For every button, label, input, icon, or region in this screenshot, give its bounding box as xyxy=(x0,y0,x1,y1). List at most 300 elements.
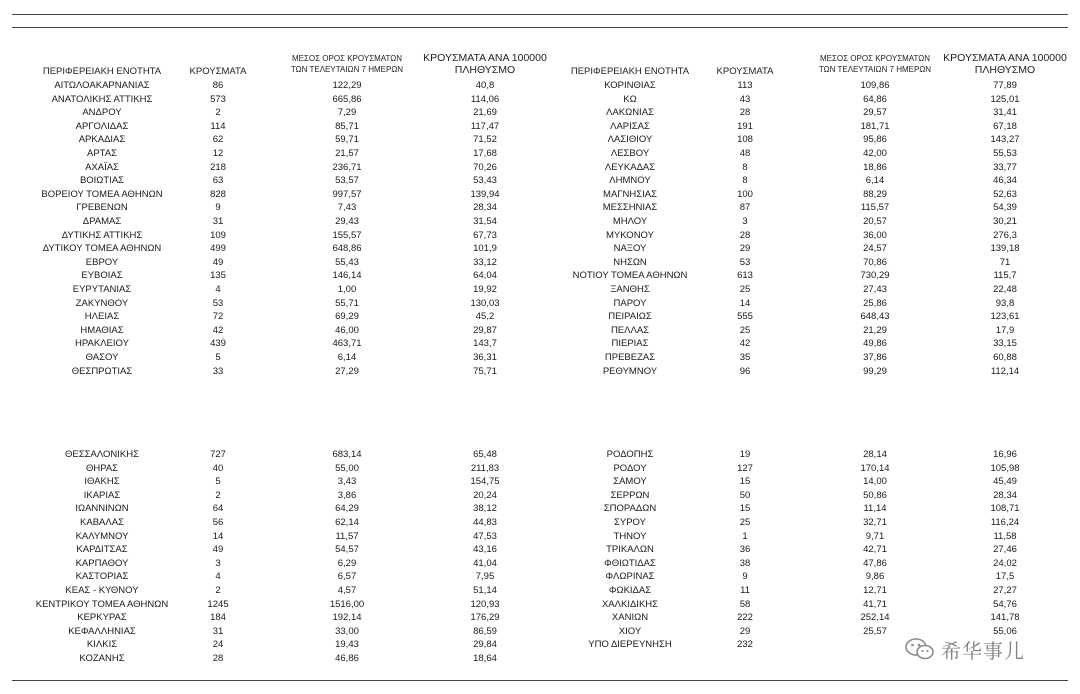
right-avg-7d-cell: 99,29 xyxy=(863,365,887,377)
left-avg-7d-cell: 85,71 xyxy=(335,120,359,132)
left-per-100k-cell: 51,14 xyxy=(473,585,497,596)
right-cases-cell: 19 xyxy=(739,449,751,460)
right-cases-cell: 1 xyxy=(742,530,748,542)
right-region-cell: ΡΕΘΥΜΝΟΥ xyxy=(602,365,658,377)
left-avg-7d-cell: 122,29 xyxy=(332,80,362,91)
left-per-100k-cell: 29,84 xyxy=(473,639,497,651)
right-cases-cell: 42 xyxy=(739,338,751,350)
table-row xyxy=(0,324,1080,338)
right-avg-7d-cell: 115,57 xyxy=(860,202,890,214)
left-avg-7d-cell: 62,14 xyxy=(335,517,359,528)
left-avg-7d-cell: 55,71 xyxy=(335,297,359,309)
right-avg-7d-cell: 25,57 xyxy=(863,625,887,637)
header-avg-right-line1: ΜΕΣΟΣ ΟΡΟΣ ΚΡΟΥΣΜΑΤΩΝ xyxy=(819,54,931,63)
left-avg-7d-cell: 648,86 xyxy=(332,243,362,255)
right-avg-7d-cell: 88,29 xyxy=(863,188,887,200)
right-avg-7d-cell: 28,14 xyxy=(863,449,887,460)
left-region-cell: ΑΡΓΟΛΙΔΑΣ xyxy=(75,120,129,132)
left-avg-7d-cell: 3,86 xyxy=(337,489,357,501)
right-region-cell: ΜΗΛΟΥ xyxy=(612,216,648,227)
right-per-100k-cell: 24,02 xyxy=(993,557,1017,569)
left-cases-cell: 499 xyxy=(210,243,226,255)
right-region-cell: ΡΟΔΟΠΗΣ xyxy=(606,449,654,460)
left-cases-cell: 1245 xyxy=(207,598,229,610)
left-cases-cell: 12 xyxy=(212,148,224,159)
left-avg-7d-cell: 54,57 xyxy=(335,544,359,556)
watermark-text: 希华事儿 xyxy=(941,638,1025,663)
left-region-cell: ΗΡΑΚΛΕΙΟΥ xyxy=(75,338,129,350)
left-cases-cell: 2 xyxy=(215,585,221,596)
left-cases-cell: 56 xyxy=(212,517,224,528)
right-region-cell: ΛΕΥΚΑΔΑΣ xyxy=(604,161,656,173)
left-avg-7d-cell: 192,14 xyxy=(332,612,362,624)
left-region-cell: ΙΘΑΚΗΣ xyxy=(84,476,120,488)
left-region-cell: ΔΡΑΜΑΣ xyxy=(82,216,122,227)
right-cases-cell: 9 xyxy=(742,571,748,583)
table-row xyxy=(0,337,1080,351)
right-cases-cell: 35 xyxy=(739,352,751,363)
left-region-cell: ΚΕΑΣ - ΚΥΘΝΟΥ xyxy=(65,585,139,596)
left-avg-7d-cell: 7,43 xyxy=(337,202,357,214)
right-avg-7d-cell: 252,14 xyxy=(860,612,890,624)
left-per-100k-cell: 65,48 xyxy=(473,449,497,460)
right-cases-cell: 232 xyxy=(737,639,753,651)
left-avg-7d-cell: 19,43 xyxy=(335,639,359,651)
left-cases-cell: 31 xyxy=(212,625,224,637)
left-per-100k-cell: 53,43 xyxy=(473,175,497,187)
right-per-100k-cell: 27,27 xyxy=(993,585,1017,596)
left-cases-cell: 62 xyxy=(212,134,224,146)
top-rule-2 xyxy=(12,27,1068,28)
left-region-cell: ΑΡΚΑΔΙΑΣ xyxy=(78,134,126,146)
right-avg-7d-cell: 42,71 xyxy=(863,544,887,556)
right-per-100k-cell: 276,3 xyxy=(993,229,1017,241)
left-region-cell: ΓΡΕΒΕΝΩΝ xyxy=(76,202,128,214)
right-avg-7d-cell: 64,86 xyxy=(863,93,887,105)
table-row xyxy=(0,106,1080,120)
left-avg-7d-cell: 33,00 xyxy=(335,625,359,637)
right-per-100k-cell: 52,63 xyxy=(993,188,1017,200)
header-region-right: ΠΕΡΙΦΕΡΕΙΑΚΗ ΕΝΟΤΗΤΑ xyxy=(570,66,690,77)
right-region-cell: ΦΛΩΡΙΝΑΣ xyxy=(605,571,655,583)
left-per-100k-cell: 47,53 xyxy=(473,530,497,542)
left-avg-7d-cell: 69,29 xyxy=(335,311,359,323)
left-avg-7d-cell: 463,71 xyxy=(332,338,362,350)
header-avg-line2: ΤΩΝ ΤΕΛΕΥΤΑΙΩΝ 7 ΗΜΕΡΩΝ xyxy=(290,65,404,74)
left-per-100k-cell: 120,93 xyxy=(470,598,500,610)
left-cases-cell: 49 xyxy=(212,256,224,268)
left-per-100k-cell: 67,73 xyxy=(473,229,497,241)
right-avg-7d-cell: 50,86 xyxy=(863,489,887,501)
right-cases-cell: 29 xyxy=(739,625,751,637)
right-per-100k-cell: 93,8 xyxy=(995,297,1015,309)
right-avg-7d-cell: 47,86 xyxy=(863,557,887,569)
wechat-icon xyxy=(905,637,935,661)
right-avg-7d-cell: 12,71 xyxy=(863,585,887,596)
left-avg-7d-cell: 46,00 xyxy=(335,324,359,336)
right-per-100k-cell: 31,41 xyxy=(993,107,1017,119)
left-cases-cell: 4 xyxy=(215,284,221,295)
left-cases-cell: 53 xyxy=(212,297,224,309)
right-cases-cell: 11 xyxy=(740,585,750,596)
left-avg-7d-cell: 21,57 xyxy=(335,148,359,159)
table-row xyxy=(0,93,1080,107)
right-cases-cell: 29 xyxy=(739,243,751,255)
left-region-cell: ΑΝΑΤΟΛΙΚΗΣ ΑΤΤΙΚΗΣ xyxy=(51,93,153,105)
right-avg-7d-cell: 11,14 xyxy=(863,503,887,515)
left-cases-cell: 28 xyxy=(212,653,224,664)
header-cases: ΚΡΟΥΣΜΑΤΑ xyxy=(189,66,247,77)
right-per-100k-cell: 17,5 xyxy=(995,571,1015,583)
left-cases-cell: 135 xyxy=(210,270,226,282)
left-region-cell: ΑΡΤΑΣ xyxy=(87,148,117,159)
left-per-100k-cell: 21,69 xyxy=(473,107,497,119)
table-row xyxy=(0,120,1080,134)
left-cases-cell: 5 xyxy=(215,476,221,488)
left-per-100k-cell: 20,24 xyxy=(473,489,497,501)
right-per-100k-cell: 55,06 xyxy=(993,625,1017,637)
right-region-cell: ΣΑΜΟΥ xyxy=(613,476,647,488)
left-region-cell: ΚΕΝΤΡΙΚΟΥ ΤΟΜΕΑ ΑΘΗΝΩΝ xyxy=(35,598,169,610)
left-avg-7d-cell: 53,57 xyxy=(335,175,359,187)
header-region: ΠΕΡΙΦΕΡΕΙΑΚΗ ΕΝΟΤΗΤΑ xyxy=(42,66,162,77)
header-per-line2: ΠΛΗΘΥΣΜΟ xyxy=(454,64,516,76)
right-per-100k-cell: 28,34 xyxy=(993,489,1017,501)
right-cases-cell: 48 xyxy=(739,148,751,159)
header-cases-right: ΚΡΟΥΣΜΑΤΑ xyxy=(716,66,774,77)
right-avg-7d-cell: 18,86 xyxy=(863,161,887,173)
right-per-100k-cell: 46,34 xyxy=(993,175,1017,187)
right-region-cell: ΠΕΛΛΑΣ xyxy=(610,324,650,336)
right-per-100k-cell: 30,21 xyxy=(993,216,1017,227)
right-region-cell: ΛΗΜΝΟΥ xyxy=(609,175,651,187)
left-region-cell: ΚΕΦΑΛΛΗΝΙΑΣ xyxy=(68,625,136,637)
left-cases-cell: 3 xyxy=(215,557,221,569)
left-avg-7d-cell: 665,86 xyxy=(332,93,362,105)
left-region-cell: ΑΝΔΡΟΥ xyxy=(82,107,122,119)
left-region-cell: ΘΑΣΟΥ xyxy=(85,352,119,363)
left-avg-7d-cell: 6,57 xyxy=(337,571,357,583)
left-per-100k-cell: 7,95 xyxy=(475,571,495,583)
table-row xyxy=(0,570,1080,584)
right-per-100k-cell: 55,53 xyxy=(993,148,1017,159)
left-cases-cell: 439 xyxy=(210,338,226,350)
left-per-100k-cell: 101,9 xyxy=(473,243,497,255)
header-per-right-line2: ΠΛΗΘΥΣΜΟ xyxy=(974,64,1036,76)
left-per-100k-cell: 18,64 xyxy=(473,653,497,664)
table-row xyxy=(0,161,1080,175)
left-region-cell: ΚΑΡΔΙΤΣΑΣ xyxy=(76,544,128,556)
table-row xyxy=(0,516,1080,530)
table-row xyxy=(0,557,1080,571)
left-per-100k-cell: 41,04 xyxy=(473,557,497,569)
left-avg-7d-cell: 46,86 xyxy=(335,653,359,664)
left-cases-cell: 828 xyxy=(210,188,226,200)
left-region-cell: ΗΜΑΘΙΑΣ xyxy=(80,324,124,336)
right-per-100k-cell: 16,96 xyxy=(993,449,1017,460)
table-row xyxy=(0,502,1080,516)
left-per-100k-cell: 38,12 xyxy=(473,503,497,515)
right-cases-cell: 53 xyxy=(739,256,751,268)
left-region-cell: ΚΑΒΑΛΑΣ xyxy=(80,517,124,528)
right-per-100k-cell: 125,01 xyxy=(990,93,1020,105)
left-per-100k-cell: 154,75 xyxy=(470,476,500,488)
left-per-100k-cell: 117,47 xyxy=(470,120,500,132)
header-avg-line1: ΜΕΣΟΣ ΟΡΟΣ ΚΡΟΥΣΜΑΤΩΝ xyxy=(291,54,403,63)
right-cases-cell: 8 xyxy=(742,161,748,173)
right-avg-7d-cell: 37,86 xyxy=(863,352,887,363)
table-row xyxy=(0,256,1080,270)
right-region-cell: ΦΘΙΩΤΙΔΑΣ xyxy=(604,557,656,569)
right-cases-cell: 38 xyxy=(739,557,751,569)
right-avg-7d-cell: 9,71 xyxy=(865,530,885,542)
right-cases-cell: 50 xyxy=(739,489,751,501)
right-cases-cell: 25 xyxy=(739,517,751,528)
left-cases-cell: 2 xyxy=(215,489,221,501)
left-avg-7d-cell: 7,29 xyxy=(337,107,357,119)
left-per-100k-cell: 176,29 xyxy=(470,612,500,624)
left-region-cell: ΒΟΙΩΤΙΑΣ xyxy=(79,175,125,187)
table-row xyxy=(0,242,1080,256)
right-avg-7d-cell: 181,71 xyxy=(860,120,890,132)
right-per-100k-cell: 143,27 xyxy=(990,134,1020,146)
left-region-cell: ΑΧΑΪΑΣ xyxy=(85,161,119,173)
right-avg-7d-cell: 36,00 xyxy=(863,229,887,241)
right-region-cell: ΥΠΟ ΔΙΕΡΕΥΝΗΣΗ xyxy=(588,639,672,651)
right-cases-cell: 8 xyxy=(742,175,748,187)
left-cases-cell: 184 xyxy=(210,612,226,624)
left-cases-cell: 5 xyxy=(215,352,221,363)
left-region-cell: ΙΚΑΡΙΑΣ xyxy=(83,489,121,501)
left-per-100k-cell: 31,54 xyxy=(473,216,497,227)
left-region-cell: ΗΛΕΙΑΣ xyxy=(84,311,120,323)
left-cases-cell: 9 xyxy=(215,202,221,214)
table-row xyxy=(0,365,1080,379)
left-per-100k-cell: 130,03 xyxy=(470,297,500,309)
right-region-cell: ΠΑΡΟΥ xyxy=(613,297,647,309)
left-cases-cell: 42 xyxy=(212,324,224,336)
left-per-100k-cell: 44,83 xyxy=(473,517,497,528)
table-row xyxy=(0,215,1080,229)
left-per-100k-cell: 40,8 xyxy=(475,80,495,91)
right-cases-cell: 127 xyxy=(737,462,753,474)
right-region-cell: ΜΑΓΝΗΣΙΑΣ xyxy=(603,188,657,200)
left-per-100k-cell: 43,16 xyxy=(473,544,497,556)
right-region-cell: ΤΡΙΚΑΛΩΝ xyxy=(606,544,654,556)
left-region-cell: ΕΥΒΟΙΑΣ xyxy=(81,270,123,282)
table-row xyxy=(0,462,1080,476)
right-avg-7d-cell: 95,86 xyxy=(863,134,887,146)
left-cases-cell: 114 xyxy=(210,120,226,132)
right-region-cell: ΣΥΡΟΥ xyxy=(614,517,646,528)
left-per-100k-cell: 45,2 xyxy=(475,311,495,323)
right-region-cell: ΠΡΕΒΕΖΑΣ xyxy=(604,352,656,363)
left-per-100k-cell: 211,83 xyxy=(470,462,500,474)
right-per-100k-cell: 71 xyxy=(999,256,1011,268)
right-cases-cell: 43 xyxy=(739,93,751,105)
right-region-cell: ΚΟΡΙΝΘΙΑΣ xyxy=(604,80,656,91)
right-avg-7d-cell: 70,86 xyxy=(863,256,887,268)
bottom-rule xyxy=(12,680,1068,681)
right-per-100k-cell: 22,48 xyxy=(993,284,1017,295)
right-cases-cell: 15 xyxy=(739,476,751,488)
right-cases-cell: 25 xyxy=(739,284,751,295)
left-cases-cell: 14 xyxy=(212,530,224,542)
right-cases-cell: 191 xyxy=(737,120,753,132)
right-cases-cell: 108 xyxy=(737,134,753,146)
header-avg-right-line2: ΤΩΝ ΤΕΛΕΥΤΑΙΩΝ 7 ΗΜΕΡΩΝ xyxy=(818,65,932,74)
left-avg-7d-cell: 997,57 xyxy=(332,188,362,200)
table-row xyxy=(0,147,1080,161)
right-cases-cell: 3 xyxy=(742,216,748,227)
table-row xyxy=(0,229,1080,243)
right-region-cell: ΛΑΣΙΘΙΟΥ xyxy=(607,134,653,146)
left-per-100k-cell: 28,34 xyxy=(473,202,497,214)
right-avg-7d-cell: 29,57 xyxy=(863,107,887,119)
right-per-100k-cell: 17,9 xyxy=(995,324,1015,336)
left-avg-7d-cell: 1516,00 xyxy=(329,598,365,610)
table-row xyxy=(0,489,1080,503)
right-per-100k-cell: 45,49 xyxy=(993,476,1017,488)
left-cases-cell: 31 xyxy=(212,216,224,227)
left-cases-cell: 4 xyxy=(215,571,221,583)
right-per-100k-cell: 105,98 xyxy=(990,462,1020,474)
right-region-cell: ΛΑΡΙΣΑΣ xyxy=(610,120,650,132)
right-avg-7d-cell: 49,86 xyxy=(863,338,887,350)
right-per-100k-cell: 108,71 xyxy=(990,503,1020,515)
table-row xyxy=(0,543,1080,557)
right-region-cell: ΛΑΚΩΝΙΑΣ xyxy=(606,107,654,119)
right-region-cell: ΠΙΕΡΙΑΣ xyxy=(611,338,649,350)
watermark xyxy=(905,632,1065,666)
table-row xyxy=(0,133,1080,147)
left-avg-7d-cell: 155,57 xyxy=(332,229,362,241)
header-per-line1: ΚΡΟΥΣΜΑΤΑ ΑΝΑ 100000 xyxy=(423,52,547,64)
left-region-cell: ΙΩΑΝΝΙΝΩΝ xyxy=(75,503,129,515)
right-per-100k-cell: 116,24 xyxy=(990,517,1020,528)
right-region-cell: ΦΩΚΙΔΑΣ xyxy=(608,585,652,596)
right-cases-cell: 613 xyxy=(737,270,753,282)
left-per-100k-cell: 75,71 xyxy=(473,365,497,377)
left-avg-7d-cell: 146,14 xyxy=(332,270,362,282)
table-row xyxy=(0,310,1080,324)
left-cases-cell: 63 xyxy=(212,175,224,187)
right-per-100k-cell: 33,77 xyxy=(993,161,1017,173)
right-avg-7d-cell: 730,29 xyxy=(860,270,890,282)
left-per-100k-cell: 33,12 xyxy=(473,256,497,268)
right-cases-cell: 25 xyxy=(739,324,751,336)
left-avg-7d-cell: 6,29 xyxy=(337,557,357,569)
right-cases-cell: 14 xyxy=(739,297,751,309)
right-region-cell: ΞΑΝΘΗΣ xyxy=(610,284,650,295)
right-avg-7d-cell: 25,86 xyxy=(863,297,887,309)
left-per-100k-cell: 17,68 xyxy=(473,148,497,159)
right-avg-7d-cell: 9,86 xyxy=(865,571,885,583)
left-region-cell: ΕΥΡΥΤΑΝΙΑΣ xyxy=(72,284,132,295)
left-avg-7d-cell: 55,43 xyxy=(335,256,359,268)
left-cases-cell: 573 xyxy=(210,93,226,105)
right-region-cell: ΜΕΣΣΗΝΙΑΣ xyxy=(602,202,658,214)
right-avg-7d-cell: 109,86 xyxy=(860,80,890,91)
left-cases-cell: 72 xyxy=(212,311,224,323)
left-per-100k-cell: 64,04 xyxy=(473,270,497,282)
left-region-cell: ΚΑΣΤΟΡΙΑΣ xyxy=(75,571,129,583)
right-cases-cell: 555 xyxy=(737,311,753,323)
right-per-100k-cell: 141,78 xyxy=(990,612,1020,624)
left-cases-cell: 727 xyxy=(210,449,226,460)
left-per-100k-cell: 114,06 xyxy=(470,93,500,105)
left-avg-7d-cell: 3,43 xyxy=(337,476,357,488)
left-cases-cell: 2 xyxy=(215,107,221,119)
right-avg-7d-cell: 27,43 xyxy=(863,284,887,295)
left-cases-cell: 40 xyxy=(212,462,224,474)
table-row xyxy=(0,174,1080,188)
left-per-100k-cell: 143,7 xyxy=(473,338,497,350)
left-per-100k-cell: 29,87 xyxy=(473,324,497,336)
right-region-cell: ΤΗΝΟΥ xyxy=(613,530,647,542)
right-avg-7d-cell: 14,00 xyxy=(863,476,887,488)
left-avg-7d-cell: 64,29 xyxy=(335,503,359,515)
right-avg-7d-cell: 41,71 xyxy=(863,598,887,610)
left-cases-cell: 49 xyxy=(212,544,224,556)
right-cases-cell: 113 xyxy=(737,80,753,91)
left-per-100k-cell: 86,59 xyxy=(473,625,497,637)
left-per-100k-cell: 70,26 xyxy=(473,161,497,173)
left-avg-7d-cell: 4,57 xyxy=(337,585,357,596)
left-avg-7d-cell: 59,71 xyxy=(335,134,359,146)
left-region-cell: ΑΙΤΩΛΟΑΚΑΡΝΑΝΙΑΣ xyxy=(54,80,150,91)
table-row xyxy=(0,269,1080,283)
right-avg-7d-cell: 24,57 xyxy=(863,243,887,255)
right-region-cell: ΝΑΞΟΥ xyxy=(613,243,647,255)
left-avg-7d-cell: 11,57 xyxy=(335,530,359,542)
right-per-100k-cell: 54,39 xyxy=(993,202,1017,214)
left-region-cell: ΔΥΤΙΚΟΥ ΤΟΜΕΑ ΑΘΗΝΩΝ xyxy=(42,243,162,255)
left-avg-7d-cell: 6,14 xyxy=(337,352,357,363)
left-region-cell: ΚΙΛΚΙΣ xyxy=(86,639,118,651)
table-row xyxy=(0,448,1080,462)
right-region-cell: ΠΕΙΡΑΙΩΣ xyxy=(608,311,652,323)
right-cases-cell: 28 xyxy=(739,107,751,119)
right-per-100k-cell: 54,76 xyxy=(993,598,1017,610)
right-region-cell: ΝΗΣΩΝ xyxy=(613,256,647,268)
right-per-100k-cell: 27,46 xyxy=(993,544,1017,556)
left-avg-7d-cell: 1,00 xyxy=(337,284,357,295)
table-row xyxy=(0,283,1080,297)
left-cases-cell: 64 xyxy=(212,503,224,515)
right-region-cell: ΚΩ xyxy=(623,93,637,105)
table-row xyxy=(0,188,1080,202)
left-region-cell: ΒΟΡΕΙΟΥ ΤΟΜΕΑ ΑΘΗΝΩΝ xyxy=(41,188,163,200)
left-avg-7d-cell: 29,43 xyxy=(335,216,359,227)
right-region-cell: ΣΠΟΡΑΔΩΝ xyxy=(603,503,657,515)
right-cases-cell: 87 xyxy=(739,202,751,214)
table-row xyxy=(0,201,1080,215)
left-region-cell: ΕΒΡΟΥ xyxy=(85,256,119,268)
right-region-cell: ΡΟΔΟΥ xyxy=(613,462,647,474)
right-avg-7d-cell: 170,14 xyxy=(860,462,890,474)
left-region-cell: ΘΕΣΣΑΛΟΝΙΚΗΣ xyxy=(65,449,139,460)
right-cases-cell: 222 xyxy=(737,612,753,624)
right-avg-7d-cell: 21,29 xyxy=(863,324,887,336)
right-per-100k-cell: 123,61 xyxy=(990,311,1020,323)
top-rule-1 xyxy=(12,14,1068,15)
left-cases-cell: 33 xyxy=(212,365,224,377)
right-cases-cell: 28 xyxy=(739,229,751,241)
left-region-cell: ΘΗΡΑΣ xyxy=(85,462,119,474)
right-per-100k-cell: 11,58 xyxy=(993,530,1017,542)
left-cases-cell: 24 xyxy=(212,639,224,651)
